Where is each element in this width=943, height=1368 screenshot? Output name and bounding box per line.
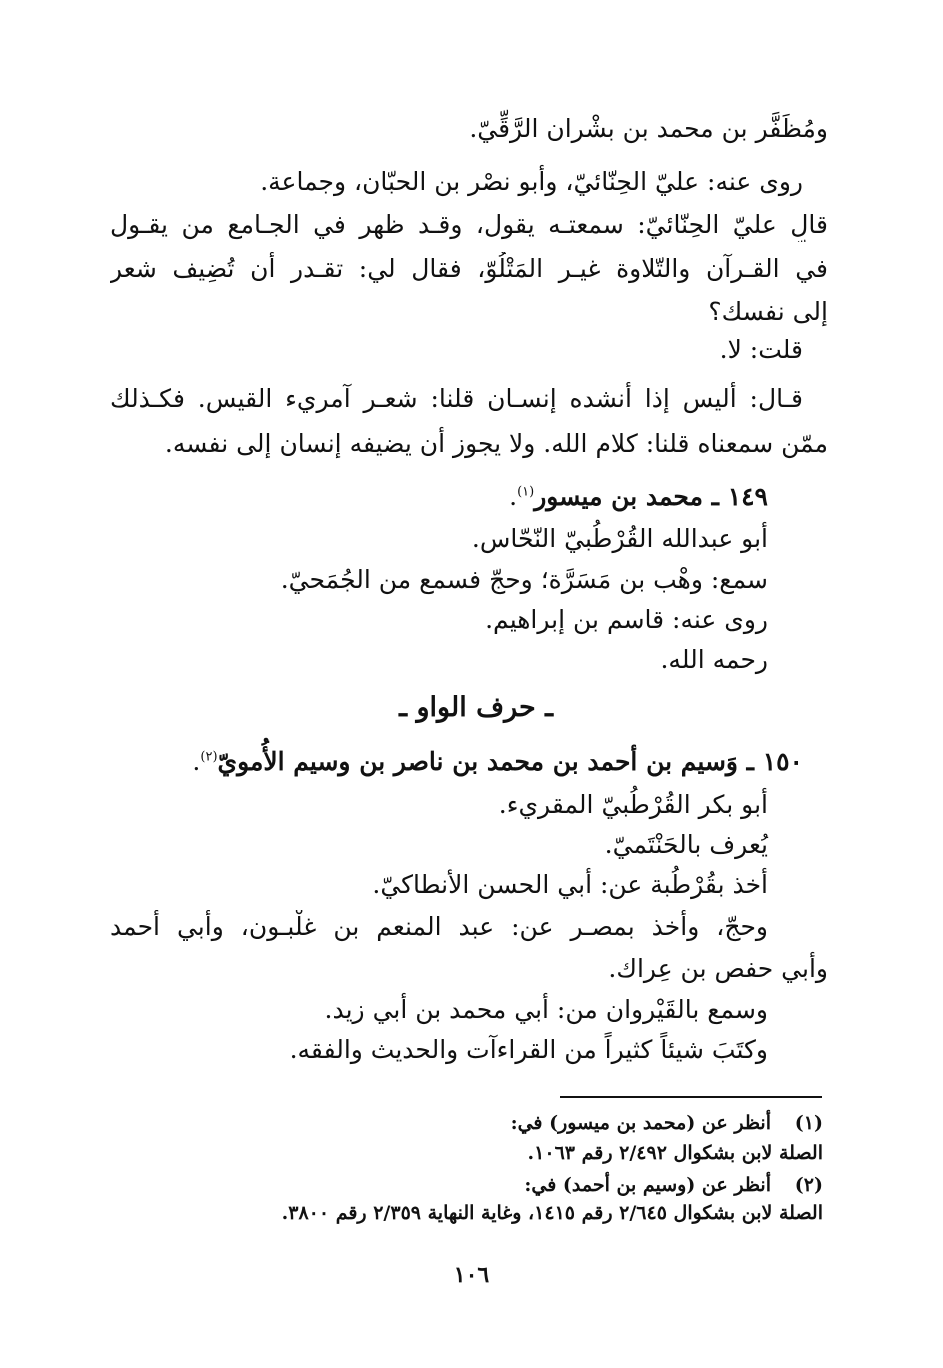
text-line: روى عنه: عليّ الحِنّائيّ، وأبو نصْر بن الحبّان، وجماعة. (260, 167, 803, 196)
footnote-text: أنظر عن (وسيم بن أحمد) في: (524, 1174, 771, 1196)
entry-title-text: ١٥٠ ـ وَسيم بن أحمد بن محمد بن ناصر بن وسيم الأُمويّ (217, 747, 803, 776)
section-heading: ـ حرف الواو ـ (399, 692, 553, 723)
footnote-number: (١) (794, 1112, 823, 1134)
text-line: سمع: وهْب بن مَسَرَّة؛ وحجّ فسمع من الجُمَحيّ. (280, 565, 768, 594)
footnote-text: أنظر عن (محمد بن ميسور) في: (510, 1112, 771, 1134)
text-line: وكتَبَ شيئاً كثيراً من القراءآت والحديث والفقه. (289, 1035, 768, 1064)
text-line: أخذ بقُرْطُبة عن: أبي الحسن الأنطاكيّ. (372, 870, 768, 899)
footnote-ref: (٢) (200, 749, 218, 765)
entry-title (192, 745, 803, 779)
page-number: ١٠٦ (453, 1262, 490, 1288)
footnote-separator (560, 1096, 822, 1098)
footnote-ref: (١) (517, 484, 535, 500)
text-line: أبو عبدالله القُرْطُبيّ النّحّاس. (471, 524, 768, 553)
text-line: رحمه الله. (660, 645, 768, 674)
text-line: في القـرآن والتّلاوة غيـر المَتْلُوّ، فقال لي: تقـدر أن تُضِيف شعر (110, 254, 828, 283)
text-line: وأبي حفص بن عِراك. (608, 954, 828, 983)
entry-title-dot: . (509, 482, 518, 511)
text-line: ممّن سمعناه قلنا: كلام الله. ولا يجوز أن يضيفه إنسان إلى نفسه. (164, 429, 828, 458)
text-line: روى عنه: قاسم بن إبراهيم. (485, 605, 768, 634)
entry-title-dot: . (192, 747, 201, 776)
text-line: أبو بكر القُرْطُبيّ المقريء. (498, 790, 768, 819)
entry-title (509, 480, 768, 514)
text-line: ومُظَفَّر بن محمد بن بشْران الرَّقِّيّ. (469, 114, 828, 143)
text-line: إلى نفسك؟ (708, 297, 828, 326)
text-line: يُعرف بالحَنْتَميّ. (604, 830, 768, 859)
entry-title-text: ١٤٩ ـ محمد بن ميسور (534, 482, 768, 511)
text-line: قلت: لا. (719, 335, 803, 364)
text-line: قال عليّ الحِنّائيّ: سمعتـه يقول، وقـد ظهر في الجـامع من يقـول (110, 210, 828, 239)
footnote-text: الصلة لابن بشكوال ٢/٦٤٥ رقم ١٤١٥، وغاية النهاية ٢/٣٥٩ رقم ٣٨٠٠. (281, 1202, 823, 1224)
text-line: وسمع بالقَيْروان من: أبي محمد بن أبي زيد. (324, 995, 768, 1024)
footnote-text: الصلة لابن بشكوال ٢/٤٩٢ رقم ١٠٦٣. (527, 1142, 823, 1164)
footnote-number: (٢) (794, 1174, 823, 1196)
text-line: وحجّ، وأخذ بمصـر عن: عبد المنعم بن غلْبـون، وأبي أحمد (110, 912, 768, 941)
text-line: قـال: أليس إذا أنشده إنسـان قلنا: شعـر آمريء القيس. فكـذلك (110, 384, 803, 413)
